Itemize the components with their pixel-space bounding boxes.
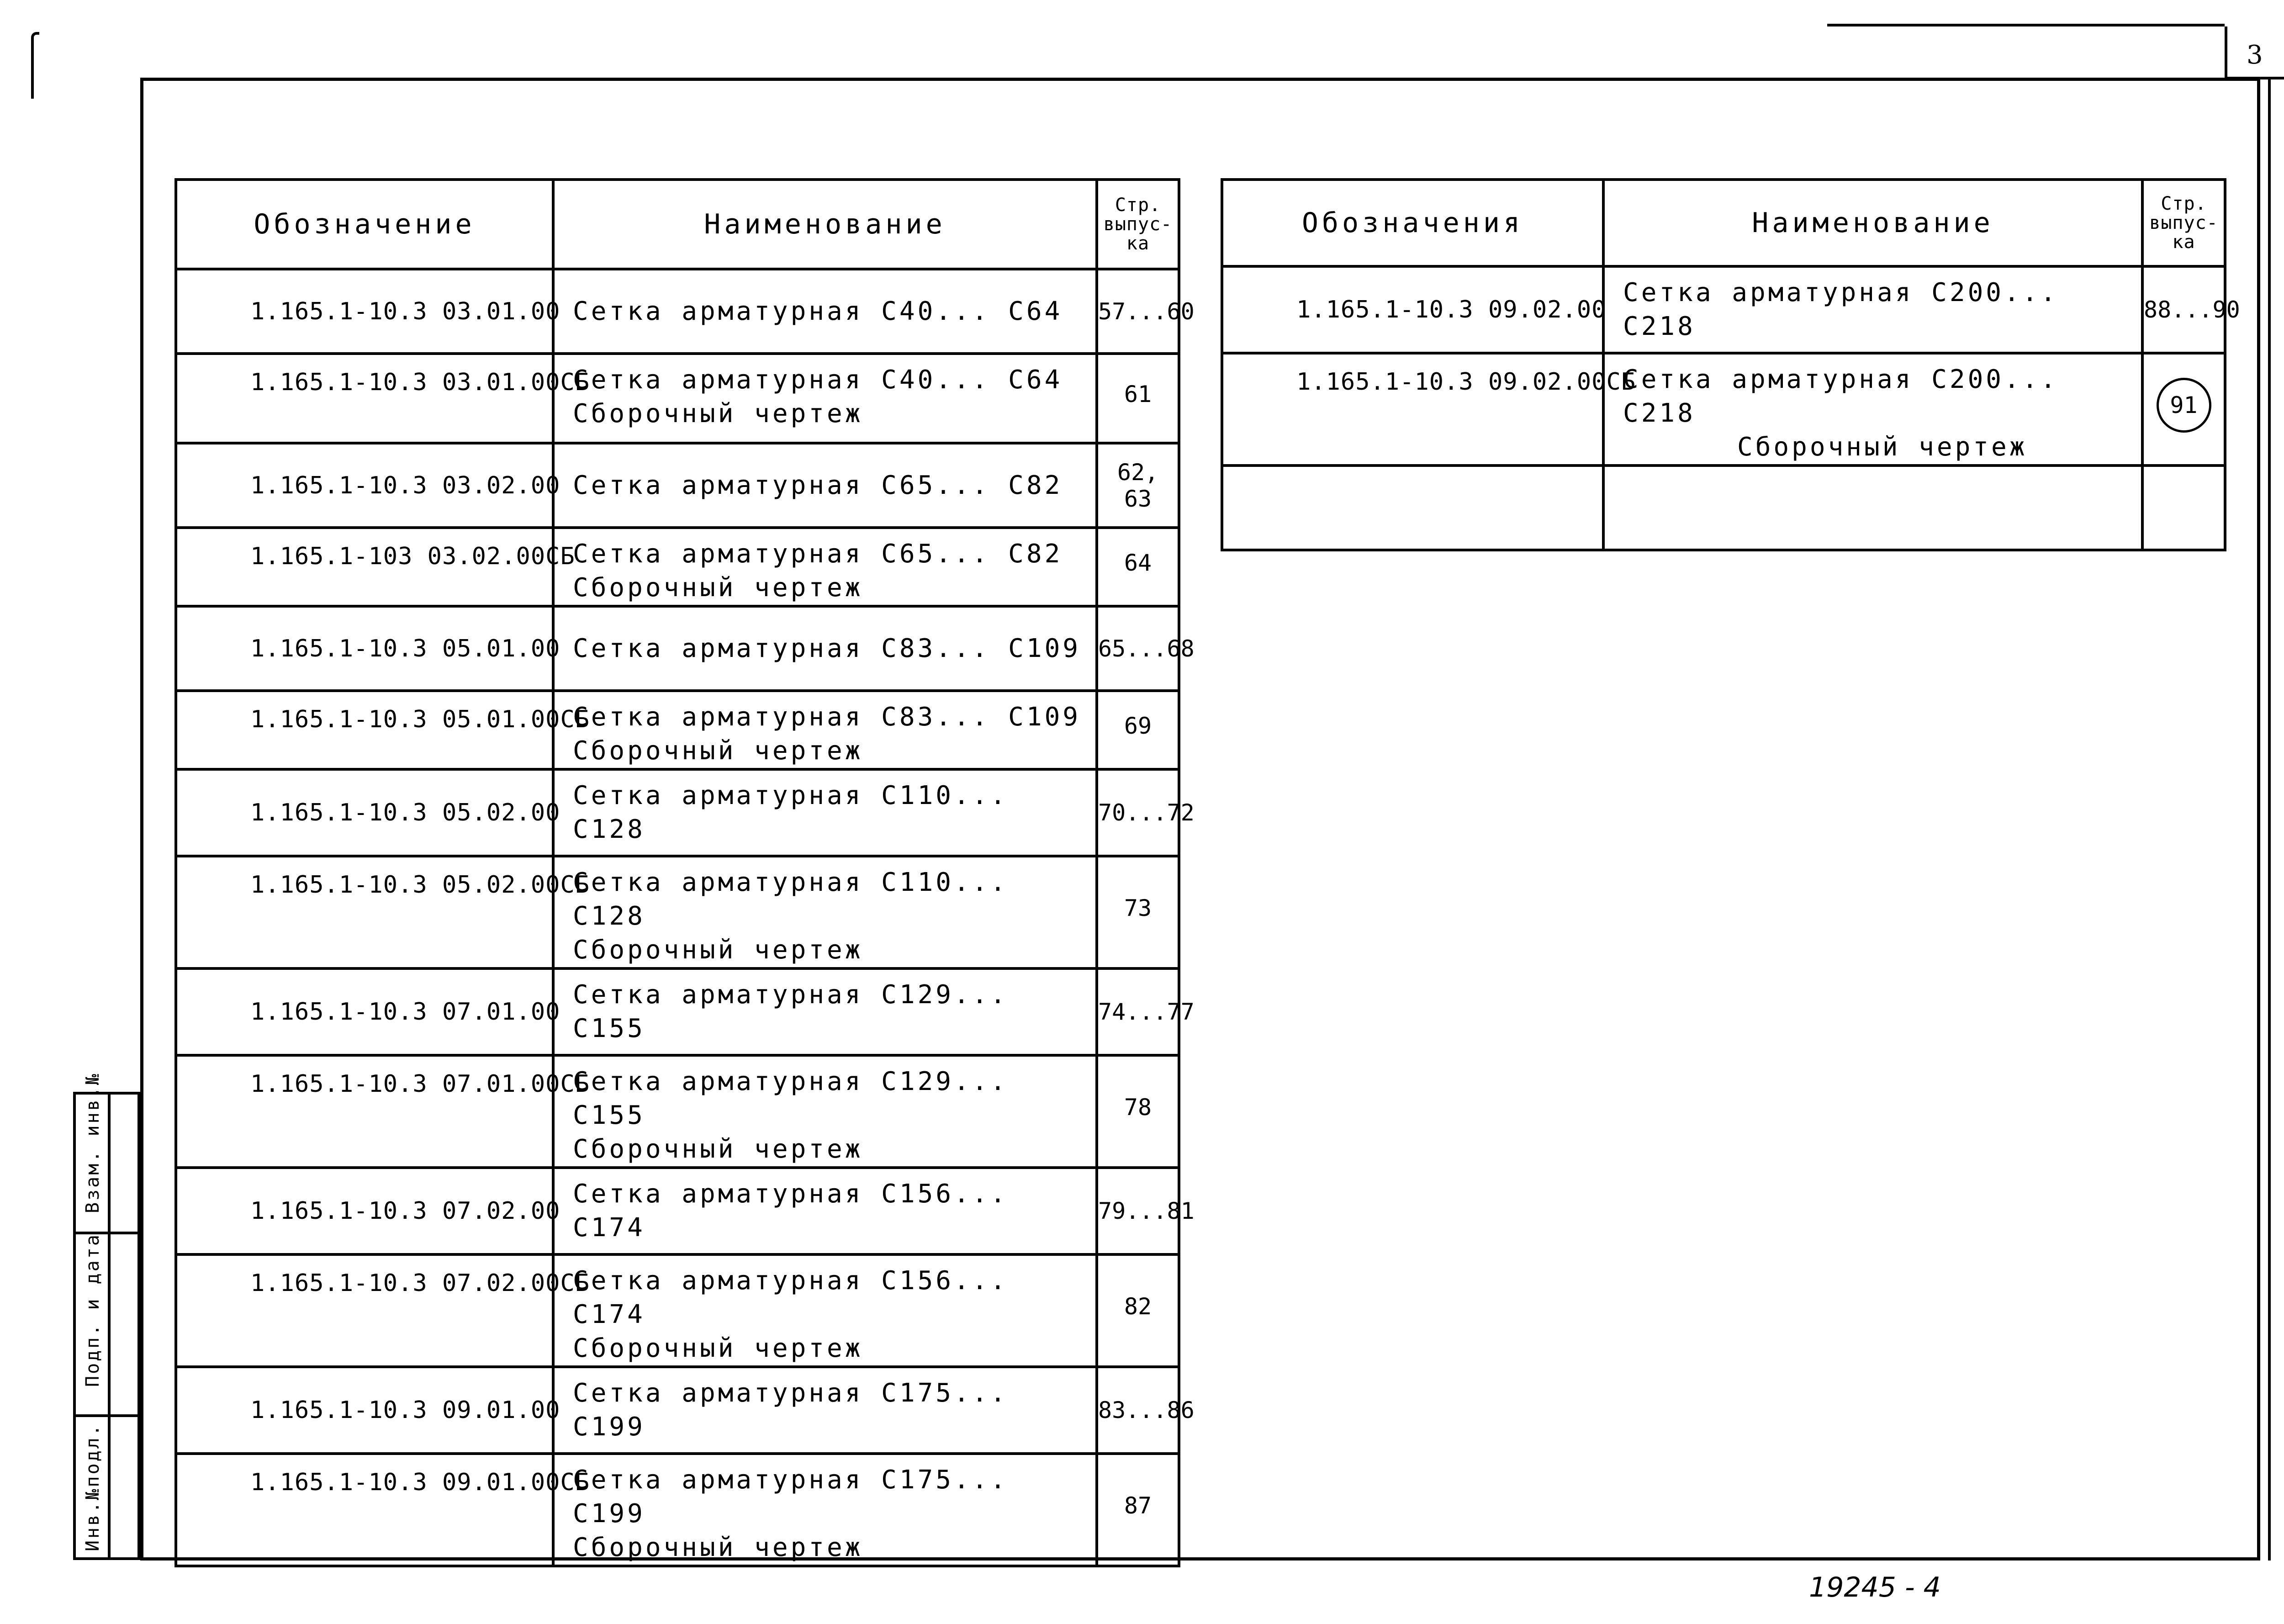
cell-page: 61 <box>1097 354 1179 443</box>
cell-name-line1: Сетка арматурная С156... С174 <box>573 1179 1009 1243</box>
cell-name-line1: Сетка арматурная С65... С82 <box>573 539 1063 569</box>
table-row <box>176 528 1179 606</box>
cell-name-line1: Сетка арматурная С129... С155 <box>573 1067 1009 1130</box>
cell-name-line1: Сетка арматурная С175... С199 <box>573 1465 1009 1529</box>
header-name: Наименование <box>553 180 1097 269</box>
cell-name <box>1603 353 2142 466</box>
cell-page: 83...86 <box>1097 1367 1179 1454</box>
cell-name-line2: Сборочный чертеж <box>573 1333 863 1363</box>
table-row <box>176 1454 1179 1566</box>
cell-page: 62, 63 <box>1097 443 1179 528</box>
page-number: 3 <box>2247 40 2263 70</box>
table-row <box>176 269 1179 354</box>
cell-name <box>553 769 1097 856</box>
cell-page: 65...68 <box>1097 606 1179 691</box>
cell-page: 57...60 <box>1097 269 1179 354</box>
table-row <box>176 1367 1179 1454</box>
cell-designation: 1.165.1-10.3 09.02.00СБ <box>1222 353 1603 466</box>
header-designation: Обозначение <box>176 180 553 269</box>
bottom-note: 19245 - 4 <box>1809 1571 1941 1603</box>
cell-designation: 1.165.1-10.3 07.01.00СБ <box>176 1055 553 1168</box>
table-row <box>176 856 1179 968</box>
table-row <box>176 443 1179 528</box>
cell-page <box>2142 353 2225 466</box>
cell-name-line1: Сетка арматурная С110... С128 <box>573 781 1009 844</box>
cell-name-line2: Сборочный чертеж <box>573 399 863 428</box>
cell-name <box>553 1454 1097 1566</box>
cell-page: 78 <box>1097 1055 1179 1168</box>
cell-name-line1: Сетка арматурная С200... С218 <box>1623 365 2059 428</box>
header-designation: Обозначения <box>1222 180 1603 266</box>
cell-designation: 1.165.1-10.3 05.01.00 <box>176 606 553 691</box>
cell-name <box>553 606 1097 691</box>
cell-name-line1: Сетка арматурная С129... С155 <box>573 980 1009 1043</box>
cell-designation: 1.165.1-10.3 09.02.00 <box>1222 266 1603 353</box>
table-row <box>176 1254 1179 1367</box>
header-page: Стр. выпус- ка <box>1097 180 1179 269</box>
cell-name <box>553 443 1097 528</box>
cell-name <box>553 1168 1097 1254</box>
cell-name <box>1603 466 2142 550</box>
side-stamp <box>73 1072 140 1560</box>
cell-page: 64 <box>1097 528 1179 606</box>
corner-mark <box>31 32 39 99</box>
cell-name-line1: Сетка арматурная С83... С109 <box>573 633 1081 663</box>
table-row <box>176 1055 1179 1168</box>
cell-name-line2: Сборочный чертеж <box>573 1134 863 1164</box>
right-table <box>1221 178 2240 551</box>
cell-name-line1: Сетка арматурная С200... С218 <box>1623 278 2059 341</box>
cell-name <box>553 1367 1097 1454</box>
table-row <box>176 691 1179 769</box>
cell-name-line1: Сетка арматурная С40... С64 <box>573 296 1063 326</box>
top-rule <box>1827 24 2225 26</box>
cell-name-line1: Сетка арматурная С65... С82 <box>573 470 1063 500</box>
cell-name <box>553 1254 1097 1367</box>
cell-page: 73 <box>1097 856 1179 968</box>
cell-designation: 1.165.1-10.3 07.02.00СБ <box>176 1254 553 1367</box>
cell-designation: 1.165.1-10.3 07.02.00 <box>176 1168 553 1254</box>
cell-designation: 1.165.1-10.3 05.02.00 <box>176 769 553 856</box>
table-row <box>176 606 1179 691</box>
cell-designation: 1.165.1-10.3 03.01.00СБ <box>176 354 553 443</box>
cell-name <box>553 1055 1097 1168</box>
cell-name-line2: Сборочный чертеж <box>573 736 863 766</box>
cell-name <box>1603 266 2142 353</box>
table-row <box>176 354 1179 443</box>
cell-designation: 1.165.1-10.3 09.01.00СБ <box>176 1454 553 1566</box>
cell-designation: 1.165.1-10.3 09.01.00 <box>176 1367 553 1454</box>
cell-page: 82 <box>1097 1254 1179 1367</box>
table-row <box>1222 353 2225 466</box>
table-row <box>176 968 1179 1055</box>
cell-name <box>553 269 1097 354</box>
stamp-sign-date: Подп. и дата <box>82 1233 103 1387</box>
table-row <box>176 1168 1179 1254</box>
cell-name <box>553 968 1097 1055</box>
stamp-inv-no: Инв.№подл. <box>82 1423 103 1551</box>
table-row <box>1222 466 2225 550</box>
cell-page: 74...77 <box>1097 968 1179 1055</box>
cell-name-line1: Сетка арматурная С156... С174 <box>573 1266 1009 1329</box>
cell-page: 88...90 <box>2142 266 2225 353</box>
cell-page: 70...72 <box>1097 769 1179 856</box>
cell-designation <box>1222 466 1603 550</box>
left-table <box>174 178 1195 1567</box>
table-row <box>1222 266 2225 353</box>
header-page: Стр. выпус- ка <box>2142 180 2225 266</box>
cell-page: 69 <box>1097 691 1179 769</box>
cell-designation: 1.165.1-10.3 05.02.00СБ <box>176 856 553 968</box>
cell-name-line2: Сборочный чертеж <box>573 935 863 965</box>
cell-name <box>553 691 1097 769</box>
circled-page-number: 91 <box>2157 378 2211 433</box>
cell-page: 87 <box>1097 1454 1179 1566</box>
cell-designation: 1.165.1-10.3 07.01.00 <box>176 968 553 1055</box>
header-name: Наименование <box>1603 180 2142 266</box>
cell-designation: 1.165.1-10.3 03.02.00 <box>176 443 553 528</box>
cell-name-line2: Сборочный чертеж <box>1737 432 2028 462</box>
table-row <box>176 769 1179 856</box>
right-margin-rule <box>2268 78 2271 1561</box>
cell-designation: 1.165.1-10.3 03.01.00 <box>176 269 553 354</box>
cell-name-line1: Сетка арматурная С83... С109 <box>573 702 1081 732</box>
cell-designation: 1.165.1-10.3 05.01.00СБ <box>176 691 553 769</box>
cell-name-line2: Сборочный чертеж <box>573 573 863 603</box>
cell-name-line2: Сборочный чертеж <box>573 1533 863 1562</box>
stamp-vzam: Взам. инв.№ <box>82 1072 103 1213</box>
cell-name <box>553 354 1097 443</box>
cell-page <box>2142 466 2225 550</box>
cell-name-line1: Сетка арматурная С175... С199 <box>573 1378 1009 1442</box>
cell-name <box>553 856 1097 968</box>
cell-designation: 1.165.1-103 03.02.00СБ <box>176 528 553 606</box>
cell-page: 79...81 <box>1097 1168 1179 1254</box>
cell-name-line1: Сетка арматурная С110... С128 <box>573 868 1009 931</box>
cell-name-line1: Сетка арматурная С40... С64 <box>573 365 1063 395</box>
cell-name <box>553 528 1097 606</box>
